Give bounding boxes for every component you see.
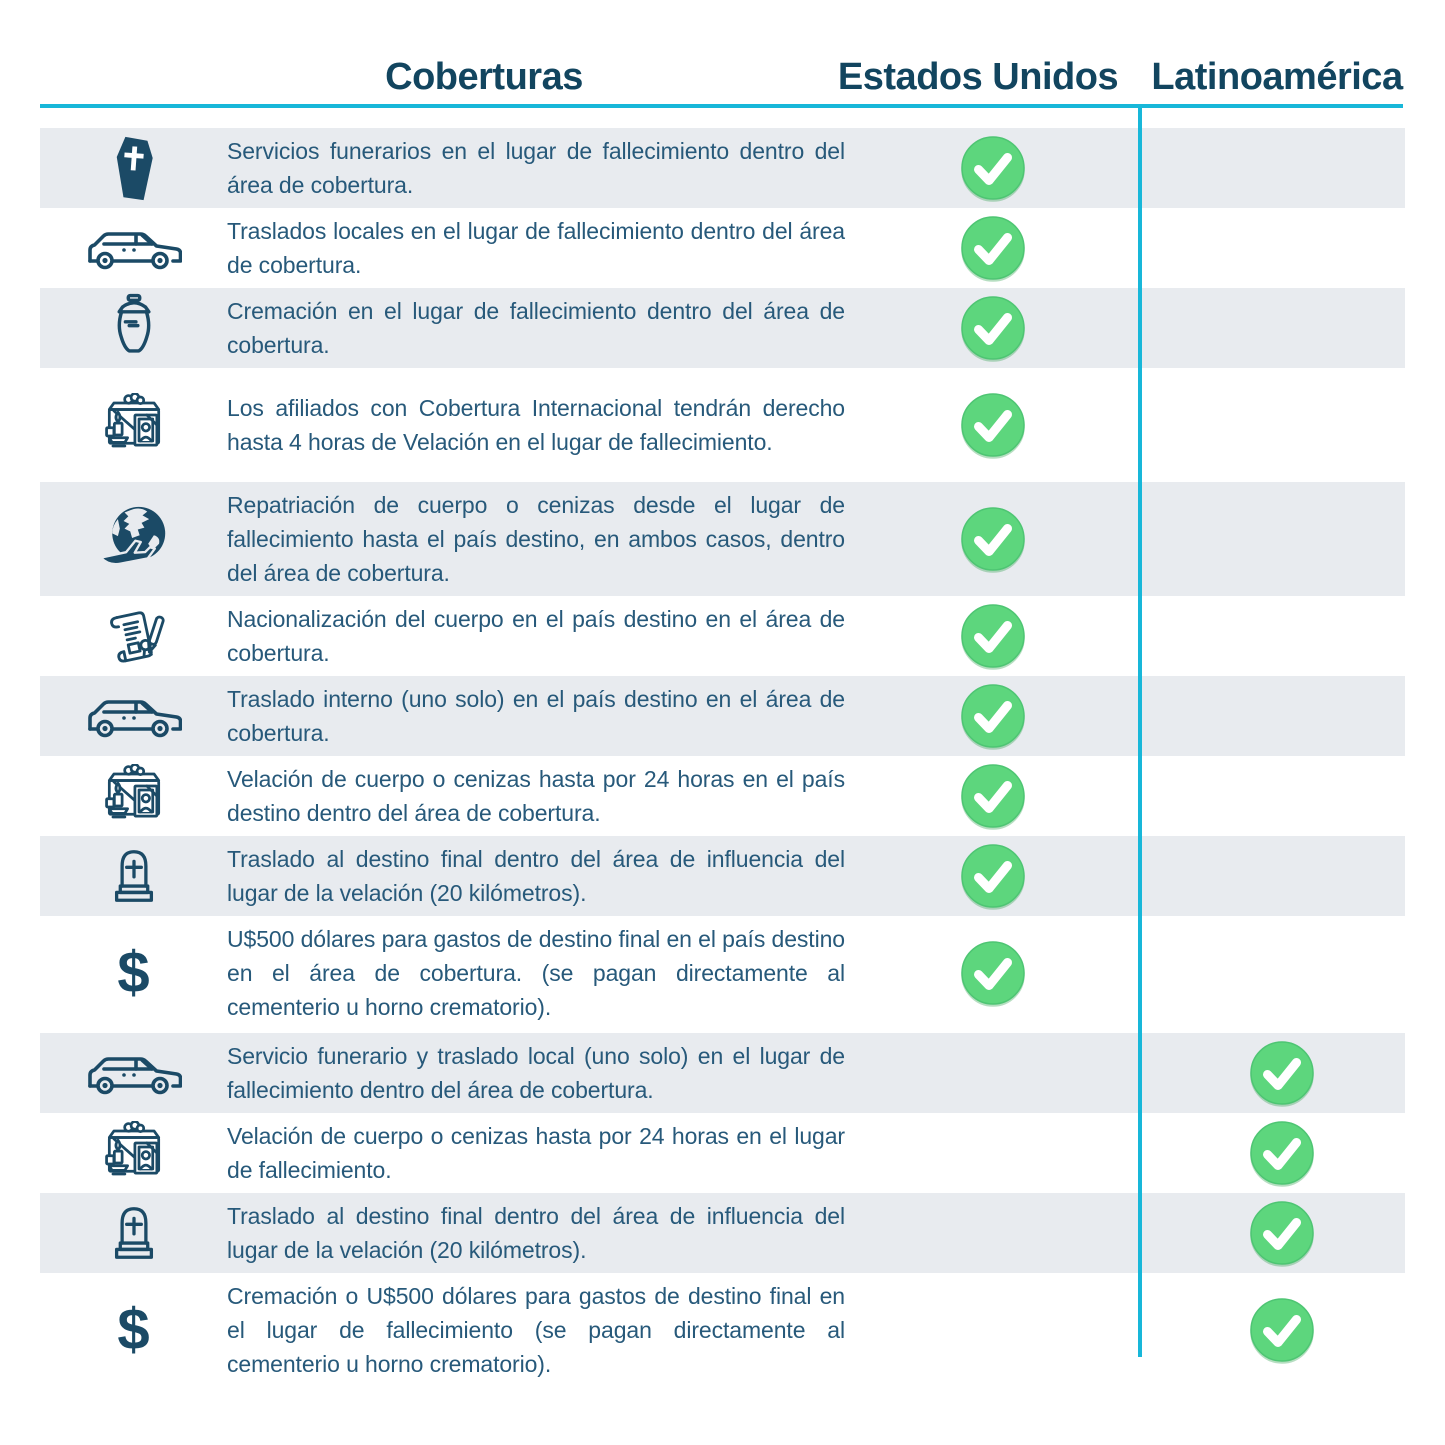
table-row: [40, 836, 1405, 916]
table-row: [40, 1193, 1405, 1273]
row-text: U$500 dólares para gastos de destino final en el país destino en el área de cobertura. (se pagan directamente al cementerio u horno crematorio).: [227, 926, 845, 1020]
table-row: [40, 288, 1405, 368]
column-header-coverages: Coberturas: [385, 56, 583, 98]
table-row: [40, 368, 1405, 482]
column-header-latin-america: Latinoamérica: [1151, 56, 1403, 98]
hearse-icon: [86, 225, 182, 271]
wake-icon: [102, 393, 166, 457]
row-text: Los afiliados con Cobertura Internacional tendrán derecho hasta 4 horas de Velación en el lugar de fallecimiento.: [227, 395, 845, 455]
check-icon: [1250, 1041, 1314, 1105]
globe-plane-icon: [97, 504, 171, 574]
wake-icon: [102, 1121, 166, 1185]
coverage-table: [40, 128, 1405, 1387]
wake-icon: [102, 764, 166, 828]
table-row: [40, 1113, 1405, 1193]
check-icon: [961, 684, 1025, 748]
coffin-icon: [111, 134, 157, 203]
row-text: Traslado al destino final dentro del área de influencia del lugar de la velación (20 kilómetros).: [227, 846, 845, 906]
table-row: [40, 916, 1405, 1030]
check-icon: [961, 216, 1025, 280]
check-icon: [1250, 1201, 1314, 1265]
table-row: [40, 482, 1405, 596]
row-text: Velación de cuerpo o cenizas hasta por 24 horas en el lugar de fallecimiento.: [227, 1123, 845, 1183]
row-text: Servicios funerarios en el lugar de fallecimiento dentro del área de cobertura.: [227, 138, 845, 198]
table-row: [40, 1273, 1405, 1387]
table-row: [40, 596, 1405, 676]
row-text: Servicio funerario y traslado local (uno solo) en el lugar de fallecimiento dentro del área de cobertura.: [227, 1043, 845, 1103]
table-row: [40, 208, 1405, 288]
table-row: [40, 1033, 1405, 1113]
check-icon: [961, 136, 1025, 200]
check-icon: [1250, 1121, 1314, 1185]
document-icon: [103, 605, 165, 667]
hearse-icon: [86, 1050, 182, 1096]
header-divider-line: [40, 104, 1403, 108]
table-row: [40, 128, 1405, 208]
row-text: Nacionalización del cuerpo en el país destino en el área de cobertura.: [227, 606, 845, 666]
row-text: Traslado al destino final dentro del área de influencia del lugar de la velación (20 kilómetros).: [227, 1203, 845, 1263]
row-text: Velación de cuerpo o cenizas hasta por 24 horas en el país destino dentro del área de cobertura.: [227, 766, 845, 826]
row-text: Traslados locales en el lugar de fallecimiento dentro del área de cobertura.: [227, 218, 845, 278]
dollar-icon: $: [117, 1297, 150, 1362]
row-text: Repatriación de cuerpo o cenizas desde el lugar de fallecimiento hasta el país destino, en ambos casos, dentro del área de cobertura.: [227, 492, 845, 586]
row-text: Cremación o U$500 dólares para gastos de destino final en el lugar de fallecimiento (se pagan directamente al cementerio u horno crematorio).: [227, 1283, 845, 1377]
check-icon: [961, 393, 1025, 457]
check-icon: [961, 296, 1025, 360]
dollar-icon: $: [117, 940, 150, 1005]
check-icon: [961, 941, 1025, 1005]
check-icon: [961, 844, 1025, 908]
check-icon: [961, 764, 1025, 828]
check-icon: [961, 507, 1025, 571]
column-divider-line: [1138, 104, 1142, 1357]
table-row: [40, 756, 1405, 836]
check-icon: [1250, 1298, 1314, 1362]
check-icon: [961, 604, 1025, 668]
row-text: Cremación en el lugar de fallecimiento dentro del área de cobertura.: [227, 298, 845, 358]
hearse-icon: [86, 693, 182, 739]
tombstone-icon: [112, 1201, 156, 1265]
tombstone-icon: [112, 844, 156, 908]
table-row: [40, 676, 1405, 756]
row-text: Traslado interno (uno solo) en el país destino en el área de cobertura.: [227, 686, 845, 746]
urn-icon: [113, 293, 155, 364]
column-header-united-states: Estados Unidos: [837, 56, 1119, 98]
